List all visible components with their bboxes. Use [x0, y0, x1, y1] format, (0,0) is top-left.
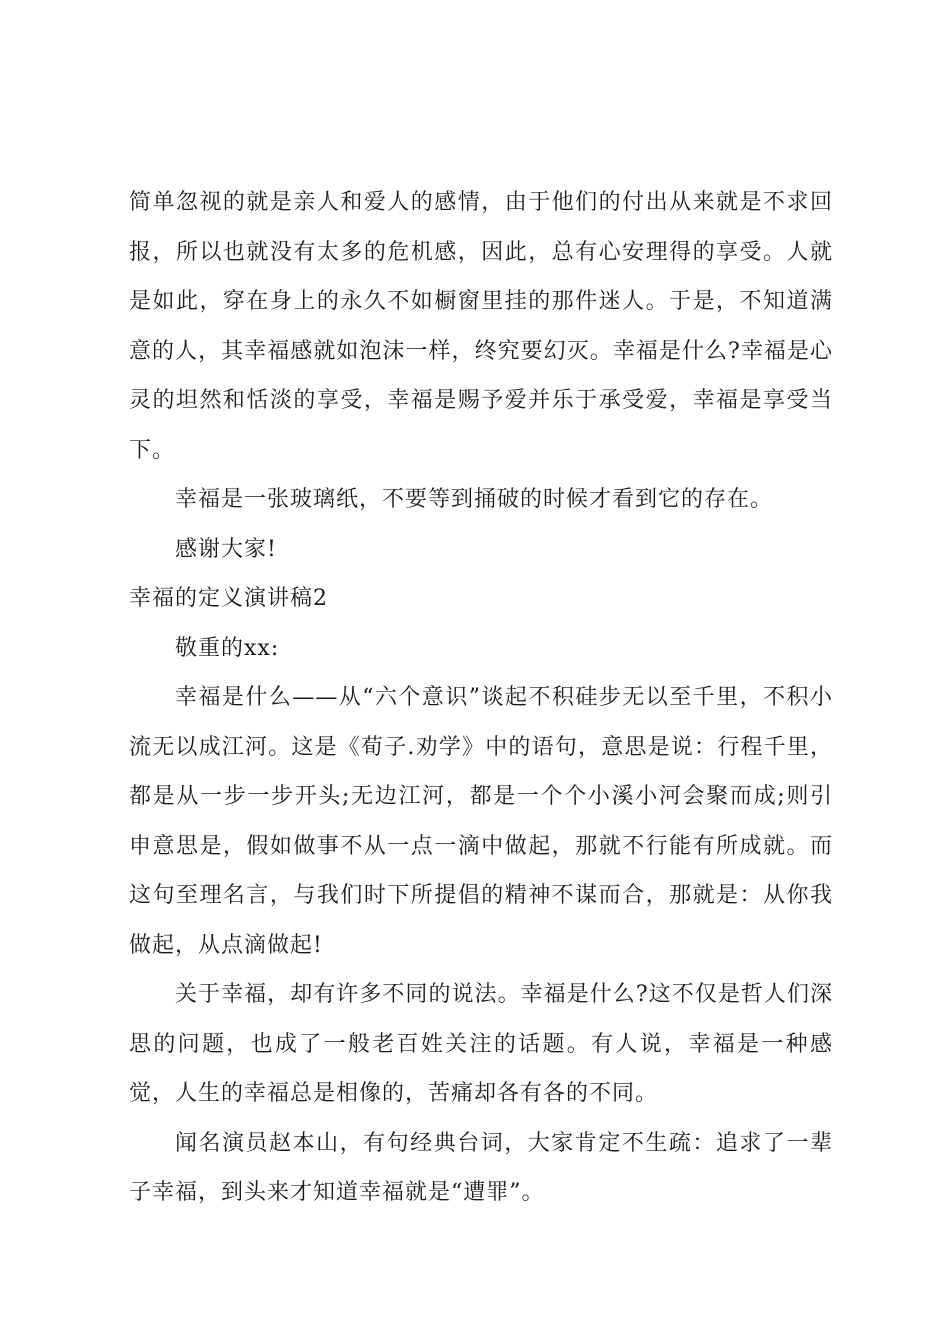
paragraph-continuation: 简单忽视的就是亲人和爱人的感情，由于他们的付出从来就是不求回报，所以也就没有太多的危机感，因此，总有心安理得的享受。人就是如此，穿在身上的永久不如橱窗里挂的那件迷人。于是，不知道满意的人，其幸福感就如泡沫一样，终究要幻灭。幸福是什么?幸福是心灵的坦然和恬淡的享受，幸福是赐予爱并乐于承受爱，幸福是享受当下。: [129, 190, 833, 463]
paragraph-six-awareness: 幸福是什么——从“六个意识”谈起不积硅步无以至千里，不积小流无以成江河。这是《荀子.劝学》中的语句，意思是说：行程千里，都是从一步一步开头;无边江河，都是一个个小溪小河会聚而成;则引申意思是，假如做事不从一点一滴中做起，那就不行能有所成就。而这句至理名言，与我们时下所提倡的精神不谋而合，那就是：从你我做起，从点滴做起!: [129, 685, 833, 958]
paragraph-zhao-benshan: 闻名演员赵本山，有句经典台词，大家肯定不生疏：追求了一辈子幸福，到头来才知道幸福就是“遭罪”。: [129, 1130, 833, 1205]
paragraph-thanks: 感谢大家!: [175, 536, 277, 562]
paragraph-happiness-views: 关于幸福，却有许多不同的说法。幸福是什么?这不仅是哲人们深思的问题，也成了一般老百姓关注的话题。有人说，幸福是一种感觉，人生的幸福总是相像的，苦痛却各有各的不同。: [129, 982, 833, 1106]
section-heading: 幸福的定义演讲稿2: [129, 586, 328, 611]
paragraph-glass-paper: 幸福是一张玻璃纸，不要等到捅破的时候才看到它的存在。: [175, 487, 774, 512]
salutation: 敬重的xx:: [175, 635, 280, 661]
document-body: [129, 178, 833, 1218]
